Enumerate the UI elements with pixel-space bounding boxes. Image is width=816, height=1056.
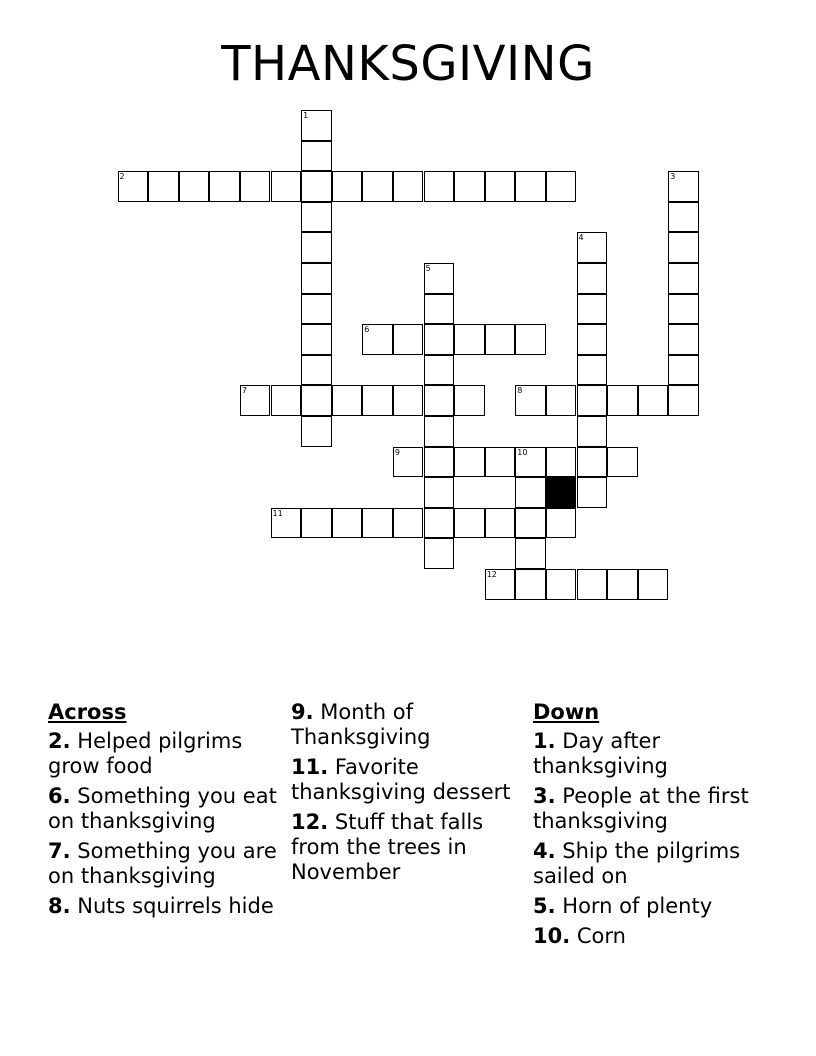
grid-cell[interactable] [577, 569, 608, 600]
clue-text: Month of Thanksgiving [291, 700, 431, 749]
clue-number: 12. [291, 810, 329, 834]
clue-text: Horn of plenty [562, 894, 713, 918]
grid-cell[interactable] [638, 385, 669, 416]
grid-cell[interactable] [454, 171, 485, 202]
grid-cell[interactable] [515, 477, 546, 508]
clue-number-label: 2 [119, 172, 125, 182]
page-title: THANKSGIVING [221, 36, 595, 92]
grid-cell[interactable] [332, 385, 363, 416]
grid-cell[interactable] [638, 569, 669, 600]
grid-cell[interactable] [607, 447, 638, 478]
clue-down-1 [533, 729, 769, 779]
grid-cell[interactable] [607, 385, 638, 416]
clue-text: Stuff that falls from the trees in November [291, 810, 484, 884]
grid-cell[interactable] [424, 171, 455, 202]
grid-cell[interactable] [301, 171, 332, 202]
grid-cell[interactable] [271, 171, 302, 202]
grid-cell[interactable] [668, 385, 699, 416]
grid-cell[interactable] [668, 294, 699, 325]
grid-cell[interactable] [301, 355, 332, 386]
grid-cell[interactable] [515, 324, 546, 355]
grid-cell[interactable] [271, 385, 302, 416]
clue-text: Something you are on thanksgiving [48, 839, 277, 888]
clue-text: Corn [576, 924, 626, 948]
grid-cell[interactable] [577, 447, 608, 478]
grid-cell[interactable] [668, 324, 699, 355]
clue-number-label: 10 [517, 447, 528, 457]
grid-cell[interactable] [515, 569, 546, 600]
grid-cell[interactable] [301, 385, 332, 416]
grid-cell[interactable] [179, 171, 210, 202]
grid-cell[interactable] [577, 385, 608, 416]
grid-cell[interactable] [668, 171, 699, 202]
clue-down-4 [533, 839, 769, 889]
clue-text: Favorite thanksgiving dessert [291, 755, 511, 804]
grid-cell[interactable] [485, 569, 516, 600]
grid-cell[interactable] [301, 141, 332, 172]
grid-cell[interactable] [668, 263, 699, 294]
clue-text: Helped pilgrims grow food [48, 729, 243, 778]
grid-cell[interactable] [424, 477, 455, 508]
grid-cell[interactable] [454, 508, 485, 539]
clue-number-label: 4 [578, 233, 584, 243]
clue-number-label: 12 [486, 570, 497, 579]
grid-cell[interactable] [301, 202, 332, 233]
clue-down-5 [533, 894, 769, 919]
clue-text: People at the first thanksgiving [533, 784, 749, 833]
clue-number: 11. [291, 755, 329, 779]
clue-across-6 [48, 784, 284, 834]
grid-cell[interactable] [301, 324, 332, 355]
grid-cell[interactable] [668, 232, 699, 263]
grid-cell[interactable] [424, 447, 455, 478]
down-heading: Down [533, 700, 600, 724]
grid-cell[interactable] [485, 324, 516, 355]
grid-cell[interactable] [454, 447, 485, 478]
grid-cell[interactable] [393, 447, 424, 478]
clue-number: 3. [533, 784, 556, 808]
grid-cell[interactable] [240, 171, 271, 202]
grid-cell[interactable] [577, 263, 608, 294]
grid-cell[interactable] [301, 416, 332, 447]
grid-cell[interactable] [485, 508, 516, 539]
grid-cell[interactable] [148, 171, 179, 202]
grid-cell[interactable] [362, 171, 393, 202]
clue-number-label: 9 [394, 447, 400, 457]
grid-cell[interactable] [209, 171, 240, 202]
grid-cell[interactable] [424, 294, 455, 325]
clue-across-11 [291, 755, 527, 805]
grid-cell[interactable] [393, 324, 424, 355]
grid-cell[interactable] [577, 232, 608, 263]
clue-across-2 [48, 729, 284, 779]
clue-number-label: 1 [303, 111, 309, 120]
grid-cell[interactable] [515, 447, 546, 478]
clue-number-label: 6 [364, 325, 370, 335]
grid-cell[interactable] [240, 385, 271, 416]
grid-cell[interactable] [577, 355, 608, 386]
clue-number: 8. [48, 894, 71, 918]
grid-cell[interactable] [424, 324, 455, 355]
clues-column-1 [48, 700, 284, 924]
clue-across-7 [48, 839, 284, 889]
grid-cell[interactable] [301, 508, 332, 539]
grid-cell[interactable] [485, 171, 516, 202]
grid-cell[interactable] [577, 294, 608, 325]
clue-across-8 [48, 894, 284, 919]
grid-cell[interactable] [546, 385, 577, 416]
grid-cell[interactable] [301, 110, 332, 141]
grid-cell[interactable] [424, 263, 455, 294]
clue-across-9 [291, 700, 527, 750]
grid-cell[interactable] [362, 324, 393, 355]
grid-cell[interactable] [454, 324, 485, 355]
clue-number: 5. [533, 894, 556, 918]
clue-across-12 [291, 810, 527, 885]
clue-text: Something you eat on thanksgiving [48, 784, 277, 833]
grid-cell[interactable] [454, 385, 485, 416]
grid-cell[interactable] [668, 355, 699, 386]
clue-number: 4. [533, 839, 556, 863]
grid-cell[interactable] [515, 385, 546, 416]
grid-cell[interactable] [515, 508, 546, 539]
grid-cell[interactable] [393, 508, 424, 539]
grid-cell[interactable] [424, 355, 455, 386]
grid-cell[interactable] [362, 385, 393, 416]
grid-cell[interactable] [485, 447, 516, 478]
grid-cell[interactable] [424, 385, 455, 416]
grid-cell[interactable] [362, 508, 393, 539]
clue-number: 6. [48, 784, 71, 808]
grid-cell[interactable] [118, 171, 149, 202]
clue-number: 1. [533, 729, 556, 753]
clue-down-3 [533, 784, 769, 834]
clue-number: 2. [48, 729, 71, 753]
black-square [546, 477, 577, 508]
clues-column-2 [291, 700, 527, 890]
clues-column-3 [533, 700, 769, 954]
grid-cell[interactable] [546, 447, 577, 478]
grid-cell[interactable] [577, 416, 608, 447]
clue-text: Nuts squirrels hide [77, 894, 274, 918]
grid-cell[interactable] [668, 202, 699, 233]
grid-cell[interactable] [546, 508, 577, 539]
grid-cell[interactable] [577, 324, 608, 355]
across-heading: Across [48, 700, 127, 724]
grid-cell[interactable] [577, 477, 608, 508]
grid-cell[interactable] [332, 508, 363, 539]
grid-cell[interactable] [424, 508, 455, 539]
clue-down-10 [533, 924, 769, 949]
grid-cell[interactable] [424, 416, 455, 447]
grid-cell[interactable] [332, 171, 363, 202]
grid-cell[interactable] [515, 538, 546, 569]
clue-number-label: 8 [517, 386, 523, 396]
clue-number-label: 3 [670, 172, 676, 182]
grid-cell[interactable] [393, 385, 424, 416]
grid-cell[interactable] [393, 171, 424, 202]
grid-cell[interactable] [546, 171, 577, 202]
grid-cell[interactable] [271, 508, 302, 539]
grid-cell[interactable] [301, 294, 332, 325]
clue-number: 10. [533, 924, 571, 948]
grid-cell[interactable] [424, 538, 455, 569]
clue-text: Ship the pilgrims sailed on [533, 839, 741, 888]
clue-number-label: 5 [425, 264, 431, 273]
grid-cell[interactable] [515, 171, 546, 202]
grid-cell[interactable] [301, 232, 332, 263]
grid-cell[interactable] [546, 569, 577, 600]
clue-number: 9. [291, 700, 314, 724]
clue-number: 7. [48, 839, 71, 863]
grid-cell[interactable] [607, 569, 638, 600]
clue-text: Day after thanksgiving [533, 729, 668, 778]
clue-number-label: 7 [241, 386, 247, 396]
clue-number-label: 11 [272, 508, 283, 518]
grid-cell[interactable] [301, 263, 332, 294]
